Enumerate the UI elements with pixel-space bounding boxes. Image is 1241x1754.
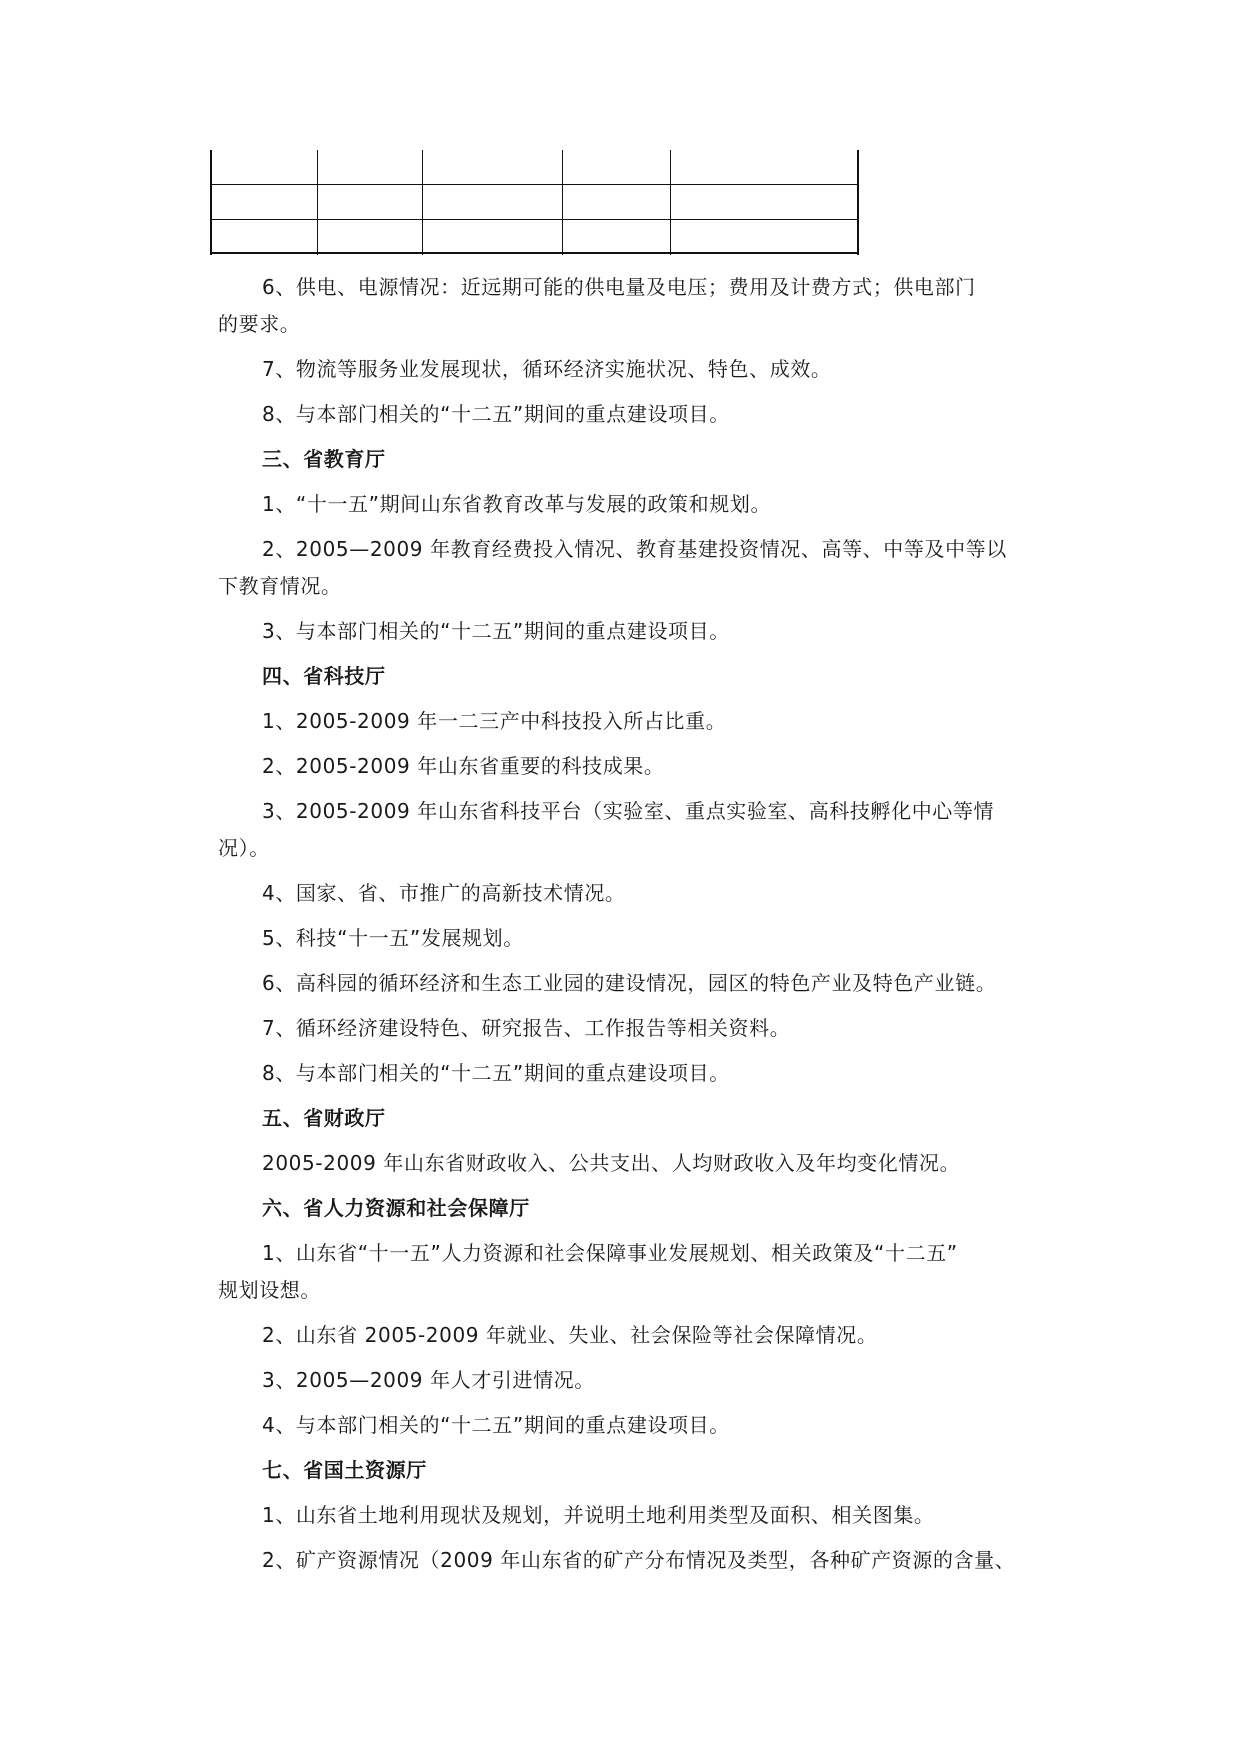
text-line: 的要求。 [218,312,301,336]
section-heading: 四、省科技厅 [262,664,386,688]
table-row-divider [210,219,859,220]
section-heading: 七、省国土资源厅 [262,1458,427,1482]
text-line: 况）。 [218,836,270,860]
table-column-divider [317,150,318,255]
text-line: 规划设想。 [218,1278,321,1302]
table-fragment [210,150,857,255]
text-line: 6、供电、电源情况：近远期可能的供电量及电压；费用及计费方式；供电部门 [262,275,976,299]
text-line: 3、与本部门相关的“十二五”期间的重点建设项目。 [262,619,730,643]
section-heading: 六、省人力资源和社会保障厅 [262,1196,530,1220]
text-line: 6、高科园的循环经济和生态工业园的建设情况，园区的特色产业及特色产业链。 [262,971,997,995]
text-line: 7、循环经济建设特色、研究报告、工作报告等相关资料。 [262,1016,791,1040]
text-line: 2、2005-2009 年山东省重要的科技成果。 [262,754,665,778]
table-column-divider [562,150,563,255]
section-heading: 三、省教育厅 [262,447,386,471]
text-line: 1、“十一五”期间山东省教育改革与发展的政策和规划。 [262,492,772,516]
text-line: 3、2005—2009 年人才引进情况。 [262,1368,595,1392]
text-line: 1、山东省“十一五”人力资源和社会保障事业发展规划、相关政策及“十二五” [262,1241,958,1265]
text-line: 3、2005-2009 年山东省科技平台（实验室、重点实验室、高科技孵化中心等情 [262,799,995,823]
table-row-divider [210,184,859,185]
text-line: 2、2005—2009 年教育经费投入情况、教育基建投资情况、高等、中等及中等以 [262,537,1007,561]
table-border-left [210,150,212,255]
text-line: 4、与本部门相关的“十二五”期间的重点建设项目。 [262,1413,730,1437]
text-line: 8、与本部门相关的“十二五”期间的重点建设项目。 [262,402,730,426]
text-line: 4、国家、省、市推广的高新技术情况。 [262,881,626,905]
text-line: 2、山东省 2005-2009 年就业、失业、社会保险等社会保障情况。 [262,1323,878,1347]
text-line: 1、2005-2009 年一二三产中科技投入所占比重。 [262,709,727,733]
section-heading: 五、省财政厅 [262,1106,386,1130]
text-line: 2005-2009 年山东省财政收入、公共支出、人均财政收入及年均变化情况。 [262,1151,961,1175]
text-line: 下教育情况。 [218,574,342,598]
text-line: 7、物流等服务业发展现状，循环经济实施状况、特色、成效。 [262,357,832,381]
table-column-divider [670,150,671,255]
text-line: 5、科技“十一五”发展规划。 [262,926,524,950]
text-line: 2、矿产资源情况（2009 年山东省的矿产分布情况及类型，各种矿产资源的含量、 [262,1548,1016,1572]
table-border-right [857,150,859,255]
text-line: 1、山东省土地利用现状及规划，并说明土地利用类型及面积、相关图集。 [262,1503,935,1527]
table-column-divider [422,150,423,255]
table-border-bottom [210,252,859,254]
text-line: 8、与本部门相关的“十二五”期间的重点建设项目。 [262,1061,730,1085]
